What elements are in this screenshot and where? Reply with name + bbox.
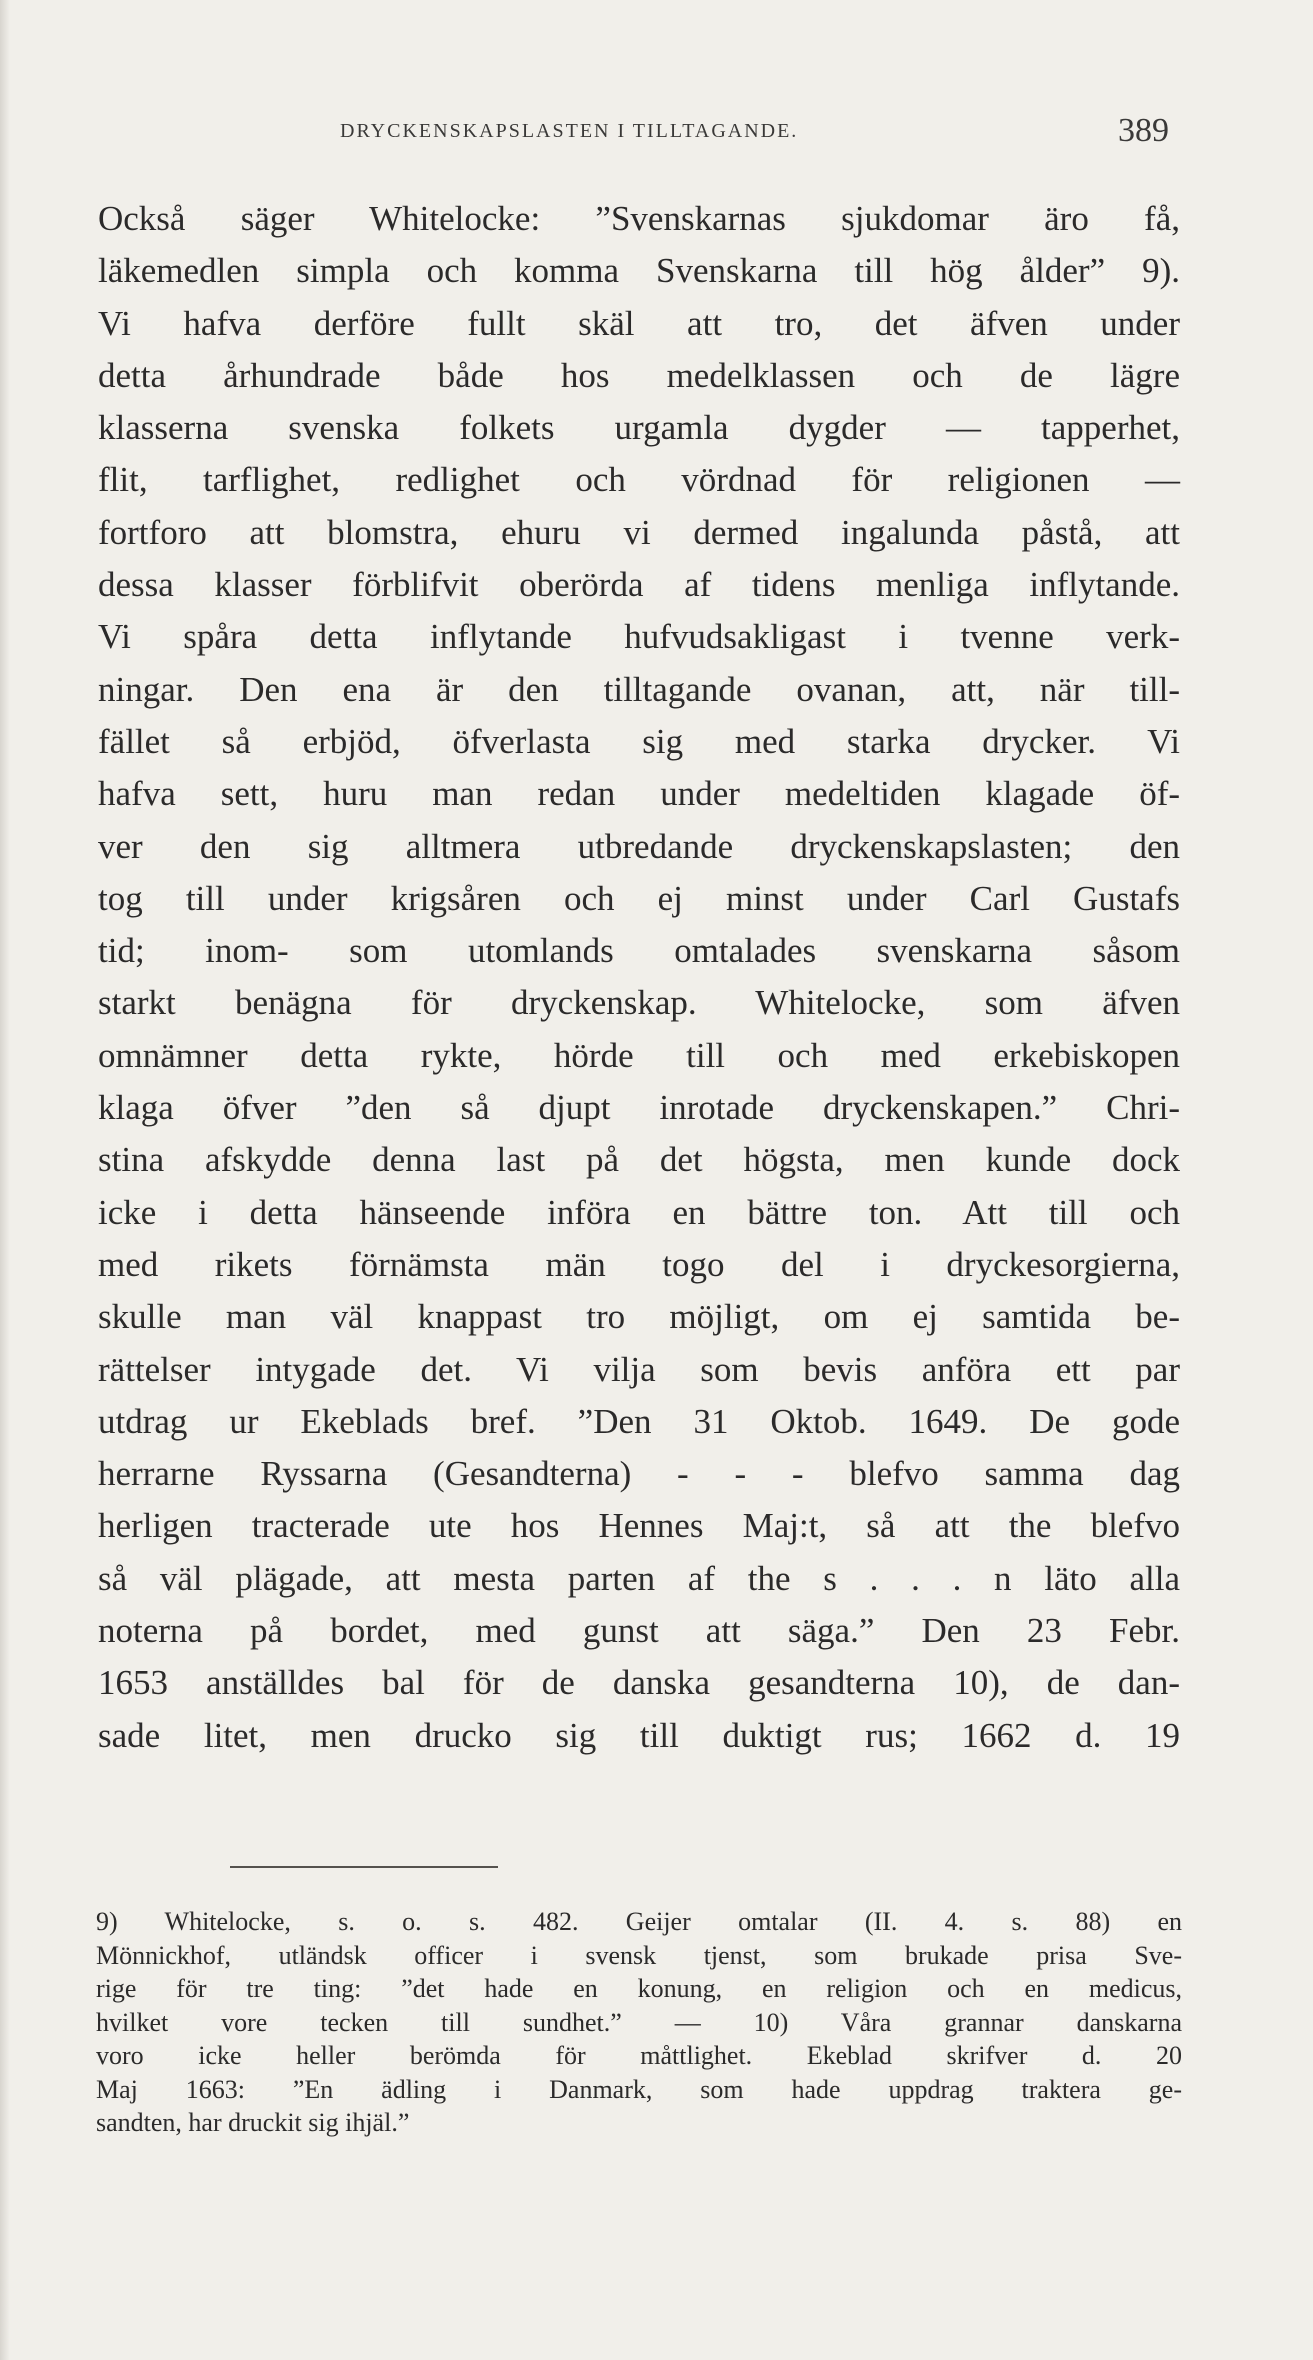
page-edge (0, 0, 10, 2360)
footnote-line: hvilket vore tecken till sundhet.” — 10) Våra grannar danskarna (96, 2007, 1182, 2037)
body-line: flit, tarflighet, redlighet och vördnad för religionen — (98, 460, 1180, 500)
body-line: starkt benägna för dryckenskap. Whitelocke, som äfven (98, 983, 1180, 1023)
body-line: hafva sett, huru man redan under medeltiden klagade öf- (98, 774, 1180, 814)
body-line: omnämner detta rykte, hörde till och med erkebiskopen (98, 1035, 1180, 1075)
body-line: rättelser intygade det. Vi vilja som bevis anföra ett par (98, 1349, 1180, 1389)
body-line: ver den sig alltmera utbredande dryckenskapslasten; den (98, 826, 1180, 866)
body-line: noterna på bordet, med gunst att säga.” Den 23 Febr. (98, 1611, 1180, 1651)
body-line: läkemedlen simpla och komma Svenskarna till hög ålder” 9). (98, 251, 1180, 291)
body-line: stina afskydde denna last på det högsta, men kunde dock (98, 1140, 1180, 1180)
running-head (0, 112, 1313, 162)
body-line: tog till under krigsåren och ej minst under Carl Gustafs (98, 878, 1180, 918)
body-line: detta århundrade både hos medelklassen och de lägre (98, 355, 1180, 395)
footnote-line: Maj 1663: ”En ädling i Danmark, som hade uppdrag traktera ge- (96, 2074, 1182, 2104)
footnote-line: voro icke heller berömda för måttlighet. Ekeblad skrifver d. 20 (96, 2041, 1182, 2070)
body-line: herrarne Ryssarna (Gesandterna) - - - blefvo samma dag (98, 1454, 1180, 1494)
body-text (98, 193, 1180, 1762)
body-line: utdrag ur Ekeblads bref. ”Den 31 Oktob. 1649. De gode (98, 1401, 1180, 1441)
body-line: med rikets förnämsta män togo del i dryckesorgierna, (98, 1244, 1180, 1284)
body-line: så väl plägade, att mesta parten af the s . . . n läto alla (98, 1558, 1180, 1598)
body-line: 1653 anställdes bal för de danska gesandterna 10), de dan- (98, 1663, 1180, 1703)
body-line: tid; inom- som utomlands omtalades svenskarna såsom (98, 931, 1180, 971)
running-head-title: DRYCKENSKAPSLASTEN I TILLTAGANDE. (340, 120, 799, 142)
body-line: fället så erbjöd, öfverlasta sig med starka drycker. Vi (98, 721, 1180, 761)
footnotes (96, 1905, 1182, 2140)
body-line: icke i detta hänseende införa en bättre ton. Att till och (98, 1192, 1180, 1232)
body-line: ningar. Den ena är den tilltagande ovanan, att, när till- (98, 669, 1180, 709)
body-line: fortforo att blomstra, ehuru vi dermed ingalunda påstå, att (98, 512, 1180, 552)
body-line: Vi spåra detta inflytande hufvudsakligast i tvenne verk- (98, 617, 1180, 657)
footnote-line: Mönnickhof, utländsk officer i svensk tjenst, som brukade prisa Sve- (96, 1940, 1182, 1970)
body-line: skulle man väl knappast tro möjligt, om ej samtida be- (98, 1297, 1180, 1337)
body-line: dessa klasser förblifvit oberörda af tidens menliga inflytande. (98, 565, 1180, 605)
body-line: klasserna svenska folkets urgamla dygder — tapperhet, (98, 408, 1180, 448)
body-line: herligen tracterade ute hos Hennes Maj:t, så att the blefvo (98, 1506, 1180, 1546)
footnote-line: 9) Whitelocke, s. o. s. 482. Geijer omtalar (II. 4. s. 88) en (96, 1907, 1182, 1936)
page-number: 389 (1118, 112, 1169, 149)
footnote-line: sandten, har druckit sig ihjäl.” (96, 2108, 410, 2137)
body-line: Vi hafva derföre fullt skäl att tro, det äfven under (98, 303, 1180, 343)
body-line: klaga öfver ”den så djupt inrotade dryckenskapen.” Chri- (98, 1088, 1180, 1128)
body-line: sade litet, men drucko sig till duktigt rus; 1662 d. 19 (98, 1715, 1180, 1755)
footnote-line: rige för tre ting: ”det hade en konung, en religion och en medicus, (96, 1974, 1182, 2003)
body-line: Också säger Whitelocke: ”Svenskarnas sjukdomar äro få, (98, 199, 1180, 238)
footnote-rule (230, 1866, 498, 1868)
